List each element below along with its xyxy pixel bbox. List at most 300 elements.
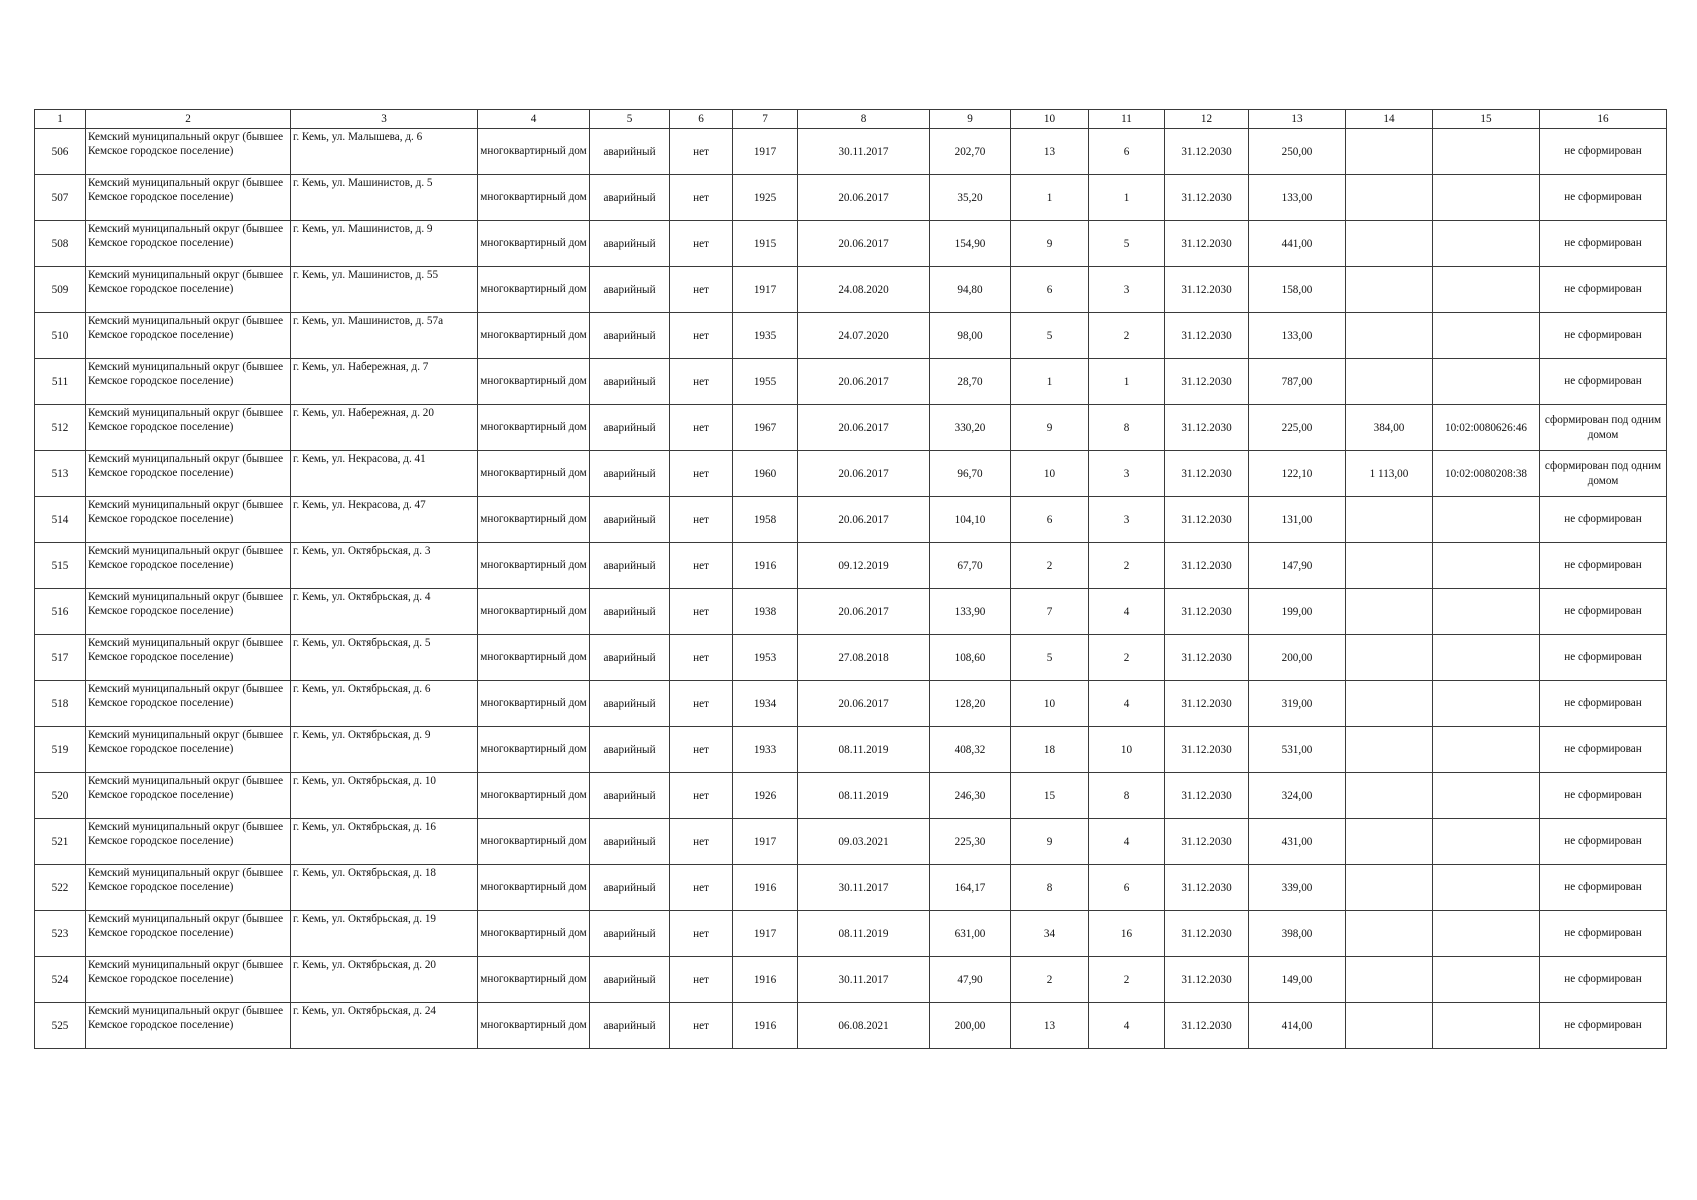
year-built-cell: 1917 xyxy=(733,267,798,313)
deadline-cell: 31.12.2030 xyxy=(1165,589,1249,635)
table-row xyxy=(35,175,1667,221)
deadline-cell: 31.12.2030 xyxy=(1165,773,1249,819)
table-row xyxy=(35,773,1667,819)
table-row xyxy=(35,865,1667,911)
condition-cell: аварийный xyxy=(590,1003,670,1049)
municipality-cell: Кемский муниципальный округ (бывшее Кемское городское поселение) xyxy=(86,957,291,1003)
year-built-cell: 1934 xyxy=(733,681,798,727)
recognition-date-cell: 24.08.2020 xyxy=(798,267,930,313)
address-cell: г. Кемь, ул. Октябрьская, д. 5 xyxy=(291,635,478,681)
year-built-cell: 1925 xyxy=(733,175,798,221)
address-cell: г. Кемь, ул. Машинистов, д. 5 xyxy=(291,175,478,221)
flag-cell: нет xyxy=(670,175,733,221)
cadastral-number-cell xyxy=(1433,1003,1540,1049)
land-area-cell: 319,00 xyxy=(1249,681,1346,727)
recognition-date-cell: 20.06.2017 xyxy=(798,405,930,451)
plot-status-cell: сформирован под одним домом xyxy=(1540,405,1667,451)
row-number: 519 xyxy=(35,727,86,773)
building-type-cell: многоквартирный дом xyxy=(478,405,590,451)
recognition-date-cell: 08.11.2019 xyxy=(798,773,930,819)
residents-cell: 18 xyxy=(1011,727,1089,773)
recognition-date-cell: 20.06.2017 xyxy=(798,681,930,727)
residents-cell: 10 xyxy=(1011,681,1089,727)
recognition-date-cell: 20.06.2017 xyxy=(798,221,930,267)
rooms-cell: 4 xyxy=(1089,681,1165,727)
building-type-cell: многоквартирный дом xyxy=(478,957,590,1003)
recognition-date-cell: 30.11.2017 xyxy=(798,957,930,1003)
column-number: 5 xyxy=(590,110,670,129)
plot-area-cell: 384,00 xyxy=(1346,405,1433,451)
recognition-date-cell: 20.06.2017 xyxy=(798,175,930,221)
row-number: 524 xyxy=(35,957,86,1003)
rooms-cell: 6 xyxy=(1089,129,1165,175)
column-number: 9 xyxy=(930,110,1011,129)
recognition-date-cell: 30.11.2017 xyxy=(798,129,930,175)
deadline-cell: 31.12.2030 xyxy=(1165,359,1249,405)
area-cell: 104,10 xyxy=(930,497,1011,543)
year-built-cell: 1935 xyxy=(733,313,798,359)
address-cell: г. Кемь, ул. Октябрьская, д. 20 xyxy=(291,957,478,1003)
deadline-cell: 31.12.2030 xyxy=(1165,267,1249,313)
plot-status-cell: не сформирован xyxy=(1540,957,1667,1003)
residents-cell: 1 xyxy=(1011,359,1089,405)
plot-area-cell xyxy=(1346,589,1433,635)
rooms-cell: 5 xyxy=(1089,221,1165,267)
flag-cell: нет xyxy=(670,589,733,635)
residents-cell: 9 xyxy=(1011,405,1089,451)
address-cell: г. Кемь, ул. Машинистов, д. 55 xyxy=(291,267,478,313)
address-cell: г. Кемь, ул. Некрасова, д. 41 xyxy=(291,451,478,497)
flag-cell: нет xyxy=(670,727,733,773)
plot-area-cell xyxy=(1346,267,1433,313)
deadline-cell: 31.12.2030 xyxy=(1165,129,1249,175)
plot-area-cell xyxy=(1346,957,1433,1003)
land-area-cell: 531,00 xyxy=(1249,727,1346,773)
cadastral-number-cell xyxy=(1433,129,1540,175)
land-area-cell: 158,00 xyxy=(1249,267,1346,313)
building-type-cell: многоквартирный дом xyxy=(478,267,590,313)
cadastral-number-cell xyxy=(1433,589,1540,635)
municipality-cell: Кемский муниципальный округ (бывшее Кемское городское поселение) xyxy=(86,1003,291,1049)
residents-cell: 7 xyxy=(1011,589,1089,635)
column-number: 8 xyxy=(798,110,930,129)
flag-cell: нет xyxy=(670,405,733,451)
land-area-cell: 133,00 xyxy=(1249,313,1346,359)
column-number: 3 xyxy=(291,110,478,129)
address-cell: г. Кемь, ул. Октябрьская, д. 9 xyxy=(291,727,478,773)
area-cell: 67,70 xyxy=(930,543,1011,589)
column-number: 13 xyxy=(1249,110,1346,129)
rooms-cell: 8 xyxy=(1089,773,1165,819)
address-cell: г. Кемь, ул. Некрасова, д. 47 xyxy=(291,497,478,543)
plot-status-cell: сформирован под одним домом xyxy=(1540,451,1667,497)
condition-cell: аварийный xyxy=(590,589,670,635)
residents-cell: 9 xyxy=(1011,819,1089,865)
flag-cell: нет xyxy=(670,865,733,911)
area-cell: 154,90 xyxy=(930,221,1011,267)
plot-area-cell xyxy=(1346,819,1433,865)
building-type-cell: многоквартирный дом xyxy=(478,497,590,543)
area-cell: 133,90 xyxy=(930,589,1011,635)
table-row xyxy=(35,635,1667,681)
plot-area-cell xyxy=(1346,221,1433,267)
plot-area-cell xyxy=(1346,635,1433,681)
deadline-cell: 31.12.2030 xyxy=(1165,221,1249,267)
plot-status-cell: не сформирован xyxy=(1540,865,1667,911)
municipality-cell: Кемский муниципальный округ (бывшее Кемское городское поселение) xyxy=(86,543,291,589)
building-type-cell: многоквартирный дом xyxy=(478,589,590,635)
condition-cell: аварийный xyxy=(590,497,670,543)
land-area-cell: 122,10 xyxy=(1249,451,1346,497)
recognition-date-cell: 20.06.2017 xyxy=(798,497,930,543)
row-number: 525 xyxy=(35,1003,86,1049)
column-number: 2 xyxy=(86,110,291,129)
condition-cell: аварийный xyxy=(590,267,670,313)
municipality-cell: Кемский муниципальный округ (бывшее Кемское городское поселение) xyxy=(86,497,291,543)
recognition-date-cell: 08.11.2019 xyxy=(798,727,930,773)
recognition-date-cell: 20.06.2017 xyxy=(798,359,930,405)
rooms-cell: 2 xyxy=(1089,635,1165,681)
plot-status-cell: не сформирован xyxy=(1540,1003,1667,1049)
address-cell: г. Кемь, ул. Октябрьская, д. 18 xyxy=(291,865,478,911)
year-built-cell: 1960 xyxy=(733,451,798,497)
year-built-cell: 1953 xyxy=(733,635,798,681)
plot-status-cell: не сформирован xyxy=(1540,681,1667,727)
cadastral-number-cell xyxy=(1433,635,1540,681)
flag-cell: нет xyxy=(670,543,733,589)
table-row xyxy=(35,451,1667,497)
residents-cell: 6 xyxy=(1011,267,1089,313)
rooms-cell: 3 xyxy=(1089,497,1165,543)
land-area-cell: 131,00 xyxy=(1249,497,1346,543)
flag-cell: нет xyxy=(670,451,733,497)
residents-cell: 8 xyxy=(1011,865,1089,911)
deadline-cell: 31.12.2030 xyxy=(1165,865,1249,911)
year-built-cell: 1917 xyxy=(733,911,798,957)
land-area-cell: 787,00 xyxy=(1249,359,1346,405)
recognition-date-cell: 06.08.2021 xyxy=(798,1003,930,1049)
building-type-cell: многоквартирный дом xyxy=(478,911,590,957)
plot-status-cell: не сформирован xyxy=(1540,129,1667,175)
cadastral-number-cell xyxy=(1433,727,1540,773)
plot-status-cell: не сформирован xyxy=(1540,175,1667,221)
deadline-cell: 31.12.2030 xyxy=(1165,543,1249,589)
table-row xyxy=(35,819,1667,865)
deadline-cell: 31.12.2030 xyxy=(1165,405,1249,451)
recognition-date-cell: 20.06.2017 xyxy=(798,589,930,635)
residents-cell: 5 xyxy=(1011,313,1089,359)
area-cell: 96,70 xyxy=(930,451,1011,497)
plot-status-cell: не сформирован xyxy=(1540,313,1667,359)
row-number: 516 xyxy=(35,589,86,635)
column-number: 11 xyxy=(1089,110,1165,129)
land-area-cell: 149,00 xyxy=(1249,957,1346,1003)
plot-area-cell xyxy=(1346,773,1433,819)
area-cell: 200,00 xyxy=(930,1003,1011,1049)
address-cell: г. Кемь, ул. Октябрьская, д. 4 xyxy=(291,589,478,635)
cadastral-number-cell xyxy=(1433,221,1540,267)
cadastral-number-cell xyxy=(1433,911,1540,957)
municipality-cell: Кемский муниципальный округ (бывшее Кемское городское поселение) xyxy=(86,911,291,957)
building-type-cell: многоквартирный дом xyxy=(478,313,590,359)
land-area-cell: 225,00 xyxy=(1249,405,1346,451)
land-area-cell: 250,00 xyxy=(1249,129,1346,175)
plot-area-cell xyxy=(1346,497,1433,543)
building-type-cell: многоквартирный дом xyxy=(478,773,590,819)
plot-area-cell xyxy=(1346,727,1433,773)
condition-cell: аварийный xyxy=(590,359,670,405)
plot-area-cell xyxy=(1346,1003,1433,1049)
row-number: 515 xyxy=(35,543,86,589)
plot-status-cell: не сформирован xyxy=(1540,497,1667,543)
column-number: 12 xyxy=(1165,110,1249,129)
table-row xyxy=(35,221,1667,267)
area-cell: 225,30 xyxy=(930,819,1011,865)
plot-area-cell: 1 113,00 xyxy=(1346,451,1433,497)
document-page xyxy=(34,109,1666,1049)
table-row xyxy=(35,313,1667,359)
cadastral-number-cell xyxy=(1433,175,1540,221)
cadastral-number-cell xyxy=(1433,773,1540,819)
building-type-cell: многоквартирный дом xyxy=(478,221,590,267)
plot-status-cell: не сформирован xyxy=(1540,543,1667,589)
land-area-cell: 339,00 xyxy=(1249,865,1346,911)
plot-area-cell xyxy=(1346,543,1433,589)
rooms-cell: 8 xyxy=(1089,405,1165,451)
land-area-cell: 199,00 xyxy=(1249,589,1346,635)
land-area-cell: 324,00 xyxy=(1249,773,1346,819)
flag-cell: нет xyxy=(670,221,733,267)
plot-status-cell: не сформирован xyxy=(1540,359,1667,405)
land-area-cell: 200,00 xyxy=(1249,635,1346,681)
plot-status-cell: не сформирован xyxy=(1540,819,1667,865)
flag-cell: нет xyxy=(670,267,733,313)
land-area-cell: 147,90 xyxy=(1249,543,1346,589)
condition-cell: аварийный xyxy=(590,635,670,681)
plot-status-cell: не сформирован xyxy=(1540,267,1667,313)
plot-area-cell xyxy=(1346,359,1433,405)
plot-status-cell: не сформирован xyxy=(1540,727,1667,773)
flag-cell: нет xyxy=(670,911,733,957)
deadline-cell: 31.12.2030 xyxy=(1165,451,1249,497)
rooms-cell: 2 xyxy=(1089,543,1165,589)
flag-cell: нет xyxy=(670,773,733,819)
rooms-cell: 2 xyxy=(1089,313,1165,359)
flag-cell: нет xyxy=(670,359,733,405)
row-number: 513 xyxy=(35,451,86,497)
address-cell: г. Кемь, ул. Октябрьская, д. 16 xyxy=(291,819,478,865)
table-row xyxy=(35,911,1667,957)
flag-cell: нет xyxy=(670,681,733,727)
municipality-cell: Кемский муниципальный округ (бывшее Кемское городское поселение) xyxy=(86,267,291,313)
housing-table xyxy=(34,109,1667,1049)
row-number: 518 xyxy=(35,681,86,727)
table-row xyxy=(35,727,1667,773)
row-number: 509 xyxy=(35,267,86,313)
cadastral-number-cell: 10:02:0080208:38 xyxy=(1433,451,1540,497)
column-number-row xyxy=(35,110,1667,129)
area-cell: 164,17 xyxy=(930,865,1011,911)
building-type-cell: многоквартирный дом xyxy=(478,451,590,497)
residents-cell: 9 xyxy=(1011,221,1089,267)
rooms-cell: 2 xyxy=(1089,957,1165,1003)
flag-cell: нет xyxy=(670,957,733,1003)
year-built-cell: 1958 xyxy=(733,497,798,543)
residents-cell: 13 xyxy=(1011,129,1089,175)
year-built-cell: 1917 xyxy=(733,819,798,865)
plot-area-cell xyxy=(1346,175,1433,221)
deadline-cell: 31.12.2030 xyxy=(1165,497,1249,543)
flag-cell: нет xyxy=(670,1003,733,1049)
column-number: 14 xyxy=(1346,110,1433,129)
row-number: 514 xyxy=(35,497,86,543)
area-cell: 202,70 xyxy=(930,129,1011,175)
plot-area-cell xyxy=(1346,313,1433,359)
address-cell: г. Кемь, ул. Октябрьская, д. 3 xyxy=(291,543,478,589)
condition-cell: аварийный xyxy=(590,681,670,727)
deadline-cell: 31.12.2030 xyxy=(1165,819,1249,865)
deadline-cell: 31.12.2030 xyxy=(1165,681,1249,727)
year-built-cell: 1967 xyxy=(733,405,798,451)
row-number: 522 xyxy=(35,865,86,911)
table-row xyxy=(35,1003,1667,1049)
address-cell: г. Кемь, ул. Октябрьская, д. 24 xyxy=(291,1003,478,1049)
table-row xyxy=(35,129,1667,175)
municipality-cell: Кемский муниципальный округ (бывшее Кемское городское поселение) xyxy=(86,359,291,405)
residents-cell: 2 xyxy=(1011,957,1089,1003)
condition-cell: аварийный xyxy=(590,175,670,221)
column-number: 15 xyxy=(1433,110,1540,129)
recognition-date-cell: 08.11.2019 xyxy=(798,911,930,957)
plot-area-cell xyxy=(1346,911,1433,957)
deadline-cell: 31.12.2030 xyxy=(1165,957,1249,1003)
table-body xyxy=(35,129,1667,1049)
rooms-cell: 6 xyxy=(1089,865,1165,911)
row-number: 510 xyxy=(35,313,86,359)
flag-cell: нет xyxy=(670,819,733,865)
condition-cell: аварийный xyxy=(590,543,670,589)
plot-area-cell xyxy=(1346,865,1433,911)
address-cell: г. Кемь, ул. Машинистов, д. 57а xyxy=(291,313,478,359)
deadline-cell: 31.12.2030 xyxy=(1165,1003,1249,1049)
residents-cell: 2 xyxy=(1011,543,1089,589)
table-row xyxy=(35,405,1667,451)
flag-cell: нет xyxy=(670,129,733,175)
land-area-cell: 398,00 xyxy=(1249,911,1346,957)
land-area-cell: 431,00 xyxy=(1249,819,1346,865)
condition-cell: аварийный xyxy=(590,451,670,497)
year-built-cell: 1938 xyxy=(733,589,798,635)
municipality-cell: Кемский муниципальный округ (бывшее Кемское городское поселение) xyxy=(86,313,291,359)
year-built-cell: 1916 xyxy=(733,1003,798,1049)
plot-status-cell: не сформирован xyxy=(1540,221,1667,267)
land-area-cell: 441,00 xyxy=(1249,221,1346,267)
cadastral-number-cell xyxy=(1433,313,1540,359)
column-number: 16 xyxy=(1540,110,1667,129)
municipality-cell: Кемский муниципальный округ (бывшее Кемское городское поселение) xyxy=(86,221,291,267)
building-type-cell: многоквартирный дом xyxy=(478,359,590,405)
row-number: 521 xyxy=(35,819,86,865)
row-number: 506 xyxy=(35,129,86,175)
deadline-cell: 31.12.2030 xyxy=(1165,911,1249,957)
cadastral-number-cell xyxy=(1433,267,1540,313)
plot-status-cell: не сформирован xyxy=(1540,589,1667,635)
residents-cell: 6 xyxy=(1011,497,1089,543)
deadline-cell: 31.12.2030 xyxy=(1165,175,1249,221)
table-row xyxy=(35,359,1667,405)
area-cell: 28,70 xyxy=(930,359,1011,405)
row-number: 523 xyxy=(35,911,86,957)
plot-status-cell: не сформирован xyxy=(1540,911,1667,957)
area-cell: 108,60 xyxy=(930,635,1011,681)
area-cell: 128,20 xyxy=(930,681,1011,727)
area-cell: 47,90 xyxy=(930,957,1011,1003)
municipality-cell: Кемский муниципальный округ (бывшее Кемское городское поселение) xyxy=(86,175,291,221)
municipality-cell: Кемский муниципальный округ (бывшее Кемское городское поселение) xyxy=(86,865,291,911)
column-number: 7 xyxy=(733,110,798,129)
building-type-cell: многоквартирный дом xyxy=(478,727,590,773)
condition-cell: аварийный xyxy=(590,911,670,957)
plot-area-cell xyxy=(1346,129,1433,175)
cadastral-number-cell: 10:02:0080626:46 xyxy=(1433,405,1540,451)
row-number: 511 xyxy=(35,359,86,405)
area-cell: 246,30 xyxy=(930,773,1011,819)
year-built-cell: 1926 xyxy=(733,773,798,819)
rooms-cell: 1 xyxy=(1089,359,1165,405)
municipality-cell: Кемский муниципальный округ (бывшее Кемское городское поселение) xyxy=(86,727,291,773)
municipality-cell: Кемский муниципальный округ (бывшее Кемское городское поселение) xyxy=(86,681,291,727)
row-number: 507 xyxy=(35,175,86,221)
row-number: 508 xyxy=(35,221,86,267)
rooms-cell: 10 xyxy=(1089,727,1165,773)
year-built-cell: 1955 xyxy=(733,359,798,405)
land-area-cell: 133,00 xyxy=(1249,175,1346,221)
address-cell: г. Кемь, ул. Машинистов, д. 9 xyxy=(291,221,478,267)
plot-status-cell: не сформирован xyxy=(1540,773,1667,819)
rooms-cell: 4 xyxy=(1089,1003,1165,1049)
flag-cell: нет xyxy=(670,635,733,681)
cadastral-number-cell xyxy=(1433,681,1540,727)
year-built-cell: 1916 xyxy=(733,543,798,589)
building-type-cell: многоквартирный дом xyxy=(478,819,590,865)
table-row xyxy=(35,267,1667,313)
flag-cell: нет xyxy=(670,497,733,543)
column-number: 4 xyxy=(478,110,590,129)
building-type-cell: многоквартирный дом xyxy=(478,681,590,727)
row-number: 512 xyxy=(35,405,86,451)
plot-area-cell xyxy=(1346,681,1433,727)
municipality-cell: Кемский муниципальный округ (бывшее Кемское городское поселение) xyxy=(86,589,291,635)
recognition-date-cell: 24.07.2020 xyxy=(798,313,930,359)
area-cell: 408,32 xyxy=(930,727,1011,773)
rooms-cell: 4 xyxy=(1089,819,1165,865)
area-cell: 330,20 xyxy=(930,405,1011,451)
cadastral-number-cell xyxy=(1433,865,1540,911)
building-type-cell: многоквартирный дом xyxy=(478,1003,590,1049)
plot-status-cell: не сформирован xyxy=(1540,635,1667,681)
row-number: 520 xyxy=(35,773,86,819)
recognition-date-cell: 27.08.2018 xyxy=(798,635,930,681)
condition-cell: аварийный xyxy=(590,221,670,267)
cadastral-number-cell xyxy=(1433,957,1540,1003)
year-built-cell: 1916 xyxy=(733,865,798,911)
building-type-cell: многоквартирный дом xyxy=(478,175,590,221)
column-number: 1 xyxy=(35,110,86,129)
cadastral-number-cell xyxy=(1433,819,1540,865)
rooms-cell: 3 xyxy=(1089,267,1165,313)
municipality-cell: Кемский муниципальный округ (бывшее Кемское городское поселение) xyxy=(86,451,291,497)
table-row xyxy=(35,957,1667,1003)
